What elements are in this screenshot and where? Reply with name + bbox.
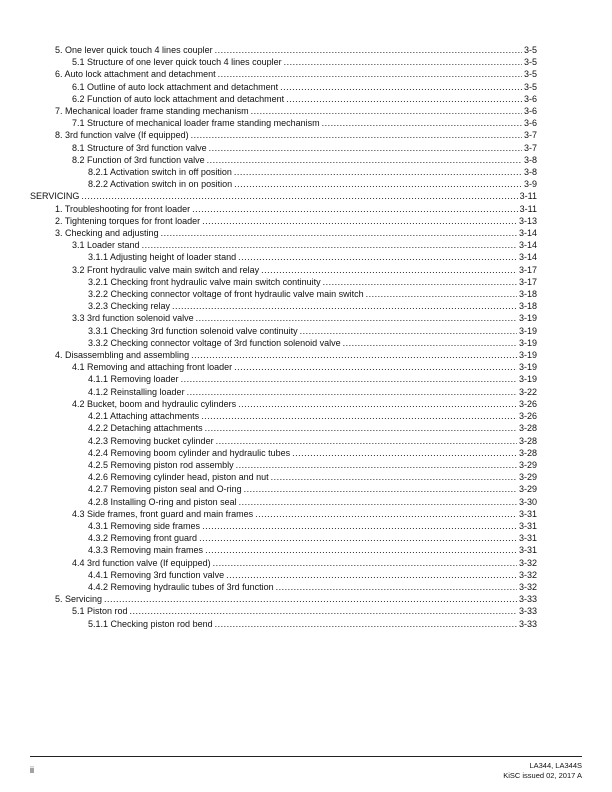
toc-entry-page: 3-14	[518, 252, 537, 263]
toc-entry-label: 4.3 Side frames, front guard and main frames	[72, 508, 254, 519]
footer-divider	[30, 756, 582, 757]
toc-entry-label: 4.4.1 Removing 3rd function valve	[88, 569, 225, 580]
toc-entry	[30, 288, 537, 300]
toc-entry-page: 3-19	[518, 337, 537, 348]
toc-entry	[30, 373, 537, 385]
toc-entry	[30, 496, 537, 508]
toc-entry-page: 3-6	[523, 93, 537, 104]
toc-entry	[30, 581, 537, 593]
toc-entry-page: 3-17	[518, 264, 537, 275]
dot-leader	[280, 81, 522, 93]
dot-leader	[238, 398, 517, 410]
toc-entry-label: 4.3.2 Removing front guard	[88, 533, 198, 544]
toc-entry	[30, 93, 537, 105]
toc-entry-page: 3-28	[518, 447, 537, 458]
toc-entry-label: 7. Mechanical loader frame standing mechanism	[55, 106, 249, 117]
dot-leader	[216, 435, 517, 447]
toc-entry	[30, 142, 537, 154]
toc-entry	[30, 56, 537, 68]
toc-entry	[30, 312, 537, 324]
toc-entry-label: 4.2.6 Removing cylinder head, piston and nut	[88, 472, 269, 483]
toc-entry-label: 4.1 Removing and attaching front loader	[72, 362, 233, 373]
toc-entry-page: 3-30	[518, 496, 537, 507]
toc-entry-page: 3-26	[518, 411, 537, 422]
toc-entry	[30, 178, 537, 190]
footer-issue: KiSC issued 02, 2017 A	[503, 771, 582, 780]
toc-entry-label: 4.2.4 Removing boom cylinder and hydraulic tubes	[88, 447, 291, 458]
toc-entry-page: 3-6	[523, 118, 537, 129]
dot-leader	[218, 68, 522, 80]
dot-leader	[215, 44, 522, 56]
toc-entry	[30, 618, 537, 630]
toc-entry	[30, 471, 537, 483]
toc-entry	[30, 154, 537, 166]
toc-entry-page: 3-31	[518, 508, 537, 519]
page-footer	[30, 756, 582, 781]
toc-entry-page: 3-29	[518, 472, 537, 483]
toc-entry-label: 3.2.1 Checking front hydraulic valve main switch continuity	[88, 276, 321, 287]
dot-leader	[238, 251, 517, 263]
dot-leader	[343, 337, 517, 349]
toc-entry-label: 4.3.3 Removing main frames	[88, 545, 204, 556]
toc-entry-page: 3-5	[523, 69, 537, 80]
toc-entry-page: 3-31	[518, 533, 537, 544]
toc-entry-label: 1. Troubleshooting for front loader	[55, 203, 191, 214]
toc-entry	[30, 483, 537, 495]
dot-leader	[142, 239, 517, 251]
toc-entry-page: 3-19	[518, 350, 537, 361]
toc-entry-label: 3.2.3 Checking relay	[88, 301, 171, 312]
toc-entry-page: 3-26	[518, 398, 537, 409]
toc-entry-page: 3-29	[518, 459, 537, 470]
toc-entry-page: 3-5	[523, 57, 537, 68]
dot-leader	[261, 264, 517, 276]
toc-entry	[30, 422, 537, 434]
dot-leader	[255, 508, 517, 520]
footer-model: LA344, LA344S	[529, 761, 582, 770]
dot-leader	[323, 276, 517, 288]
toc-entry	[30, 251, 537, 263]
toc-entry	[30, 325, 537, 337]
toc-entry-label: 4.2.7 Removing piston seal and O-ring	[88, 484, 242, 495]
toc-entry-label: 4. Disassembling and assembling	[55, 350, 190, 361]
dot-leader	[276, 581, 517, 593]
dot-leader	[209, 142, 522, 154]
dot-leader	[191, 349, 517, 361]
dot-leader	[271, 471, 517, 483]
toc-entry-label: 6. Auto lock attachment and detachment	[55, 69, 216, 80]
dot-leader	[244, 483, 517, 495]
toc-entry-page: 3-22	[518, 386, 537, 397]
toc-entry	[30, 520, 537, 532]
toc-entry	[30, 361, 537, 373]
toc-entry-page: 3-8	[523, 154, 537, 165]
toc-entry-page: 3-7	[523, 130, 537, 141]
toc-entry-page: 3-31	[518, 520, 537, 531]
toc-entry-page: 3-5	[523, 81, 537, 92]
toc-entry-label: 3.2.2 Checking connector voltage of front hydraulic valve main switch	[88, 289, 364, 300]
toc-entry	[30, 300, 537, 312]
toc-entry	[30, 44, 537, 56]
toc-entry	[30, 544, 537, 556]
toc-entry-page: 3-28	[518, 423, 537, 434]
toc-entry	[30, 435, 537, 447]
dot-leader	[236, 459, 517, 471]
toc-entry-label: 6.2 Function of auto lock attachment and detachment	[72, 93, 285, 104]
toc-entry-label: 8. 3rd function valve (If equipped)	[55, 130, 189, 141]
dot-leader	[205, 422, 517, 434]
toc-entry-page: 3-18	[518, 301, 537, 312]
toc-entry-label: 8.2 Function of 3rd function valve	[72, 154, 205, 165]
dot-leader	[292, 447, 517, 459]
toc-entry-label: 8.2.1 Activation switch in off position	[88, 167, 232, 178]
dot-leader	[286, 93, 522, 105]
toc-entry-label: 8.2.2 Activation switch in on position	[88, 179, 233, 190]
toc-entry-page: 3-32	[518, 569, 537, 580]
toc-entry-label: 5.1 Structure of one lever quick touch 4 lines coupler	[72, 57, 282, 68]
toc-entry-label: 5. One lever quick touch 4 lines coupler	[55, 45, 213, 55]
toc-entry	[30, 410, 537, 422]
toc-entry-page: 3-9	[523, 179, 537, 190]
toc-entry	[30, 190, 537, 202]
toc-entry-page: 3-14	[518, 240, 537, 251]
dot-leader	[181, 373, 517, 385]
toc-entry-page: 3-33	[518, 606, 537, 617]
toc-entry-page: 3-6	[523, 106, 537, 117]
dot-leader	[284, 56, 522, 68]
toc-entry	[30, 605, 537, 617]
dot-leader	[199, 532, 517, 544]
dot-leader	[226, 569, 517, 581]
dot-leader	[172, 300, 517, 312]
dot-leader	[215, 618, 517, 630]
toc-entry-label: 3.3.2 Checking connector voltage of 3rd function solenoid valve	[88, 337, 341, 348]
toc-entry-label: 4.1.1 Removing loader	[88, 374, 179, 385]
toc-entry-page: 3-19	[518, 374, 537, 385]
toc-entry-label: 4.2.5 Removing piston rod assembly	[88, 459, 234, 470]
toc-entry	[30, 337, 537, 349]
toc-entry-label: 4.2.3 Removing bucket cylinder	[88, 435, 214, 446]
toc-entry-label: 4.1.2 Reinstalling loader	[88, 386, 185, 397]
toc-entry-label: 6.1 Outline of auto lock attachment and detachment	[72, 81, 279, 92]
dot-leader	[300, 325, 517, 337]
toc-entry-page: 3-13	[518, 215, 537, 226]
toc-entry	[30, 398, 537, 410]
toc-entry-page: 3-17	[518, 276, 537, 287]
toc-entry	[30, 105, 537, 117]
toc-entry	[30, 239, 537, 251]
dot-leader	[213, 557, 517, 569]
toc-entry	[30, 81, 537, 93]
toc-entry	[30, 203, 537, 215]
toc-entry-page: 3-7	[523, 142, 537, 153]
dot-leader	[201, 410, 517, 422]
dot-leader	[81, 190, 517, 202]
toc-entry-page: 3-29	[518, 484, 537, 495]
toc-entry-page: 3-14	[518, 228, 537, 239]
dot-leader	[366, 288, 517, 300]
dot-leader	[202, 215, 517, 227]
toc-entry	[30, 386, 537, 398]
toc-entry-page: 3-18	[518, 289, 537, 300]
toc-entry	[30, 276, 537, 288]
toc-entry	[30, 349, 537, 361]
toc-entry	[30, 129, 537, 141]
dot-leader	[196, 312, 517, 324]
toc-entry-page: 3-32	[518, 581, 537, 592]
toc-entry	[30, 117, 537, 129]
dot-leader	[251, 105, 522, 117]
toc-entry-page: 3-5	[523, 45, 537, 55]
toc-entry-label: 4.3.1 Removing side frames	[88, 520, 201, 531]
dot-leader	[234, 166, 522, 178]
toc-entry-label: 4.2.2 Detaching attachments	[88, 423, 203, 434]
toc-entry	[30, 459, 537, 471]
toc-entry-label: 8.1 Structure of 3rd function valve	[72, 142, 207, 153]
toc-entry	[30, 215, 537, 227]
dot-leader	[322, 117, 522, 129]
toc-entry	[30, 264, 537, 276]
dot-leader	[161, 227, 517, 239]
toc-entry-page: 3-33	[518, 594, 537, 605]
toc-entry	[30, 557, 537, 569]
toc-entry	[30, 569, 537, 581]
toc-entry-page: 3-11	[519, 191, 537, 202]
toc-entry-label: 4.4 3rd function valve (If equipped)	[72, 557, 211, 568]
toc-entry-label: 3.3 3rd function solenoid valve	[72, 313, 194, 324]
toc-entry-label: 4.2.8 Installing O-ring and piston seal	[88, 496, 237, 507]
toc-entry-page: 3-8	[523, 167, 537, 178]
dot-leader	[207, 154, 522, 166]
dot-leader	[130, 605, 517, 617]
toc-entry-page: 3-19	[518, 313, 537, 324]
toc-entry-page: 3-31	[518, 545, 537, 556]
toc-entry-label: 4.4.2 Removing hydraulic tubes of 3rd function	[88, 581, 274, 592]
dot-leader	[239, 496, 517, 508]
toc-entry	[30, 532, 537, 544]
toc-entry-label: 5.1.1 Checking piston rod bend	[88, 618, 213, 629]
toc-entry-label: 4.2.1 Attaching attachments	[88, 411, 200, 422]
toc-entry	[30, 68, 537, 80]
toc-entry-page: 3-32	[518, 557, 537, 568]
toc-entry-label: SERVICING	[30, 191, 80, 202]
dot-leader	[104, 593, 517, 605]
dot-leader	[205, 544, 517, 556]
footer-right-block	[503, 761, 582, 781]
toc-entry-label: 2. Tightening torques for front loader	[55, 215, 201, 226]
toc-entry-label: 3. Checking and adjusting	[55, 228, 159, 239]
toc-entry-label: 3.2 Front hydraulic valve main switch and relay	[72, 264, 260, 275]
page-number: ii	[30, 765, 34, 775]
toc-entry-label: 5. Servicing	[55, 594, 103, 605]
dot-leader	[234, 178, 522, 190]
dot-leader	[202, 520, 517, 532]
toc-entry-label: 3.1.1 Adjusting height of loader stand	[88, 252, 237, 263]
table-of-contents	[30, 44, 537, 630]
toc-entry	[30, 593, 537, 605]
toc-entry	[30, 166, 537, 178]
dot-leader	[187, 386, 517, 398]
toc-entry-label: 5.1 Piston rod	[72, 606, 128, 617]
toc-entry-label: 4.2 Bucket, boom and hydraulic cylinders	[72, 398, 237, 409]
toc-entry	[30, 508, 537, 520]
toc-entry-page: 3-19	[518, 362, 537, 373]
toc-entry-page: 3-19	[518, 325, 537, 336]
toc-entry-label: 7.1 Structure of mechanical loader frame standing mechanism	[72, 118, 320, 129]
toc-entry-page: 3-33	[518, 618, 537, 629]
dot-leader	[191, 129, 522, 141]
dot-leader	[192, 203, 518, 215]
toc-entry-label: 3.1 Loader stand	[72, 240, 140, 251]
toc-entry	[30, 447, 537, 459]
dot-leader	[234, 361, 517, 373]
toc-entry	[30, 227, 537, 239]
toc-entry-label: 3.3.1 Checking 3rd function solenoid valve continuity	[88, 325, 298, 336]
toc-entry-page: 3-11	[519, 203, 537, 214]
toc-entry-page: 3-28	[518, 435, 537, 446]
